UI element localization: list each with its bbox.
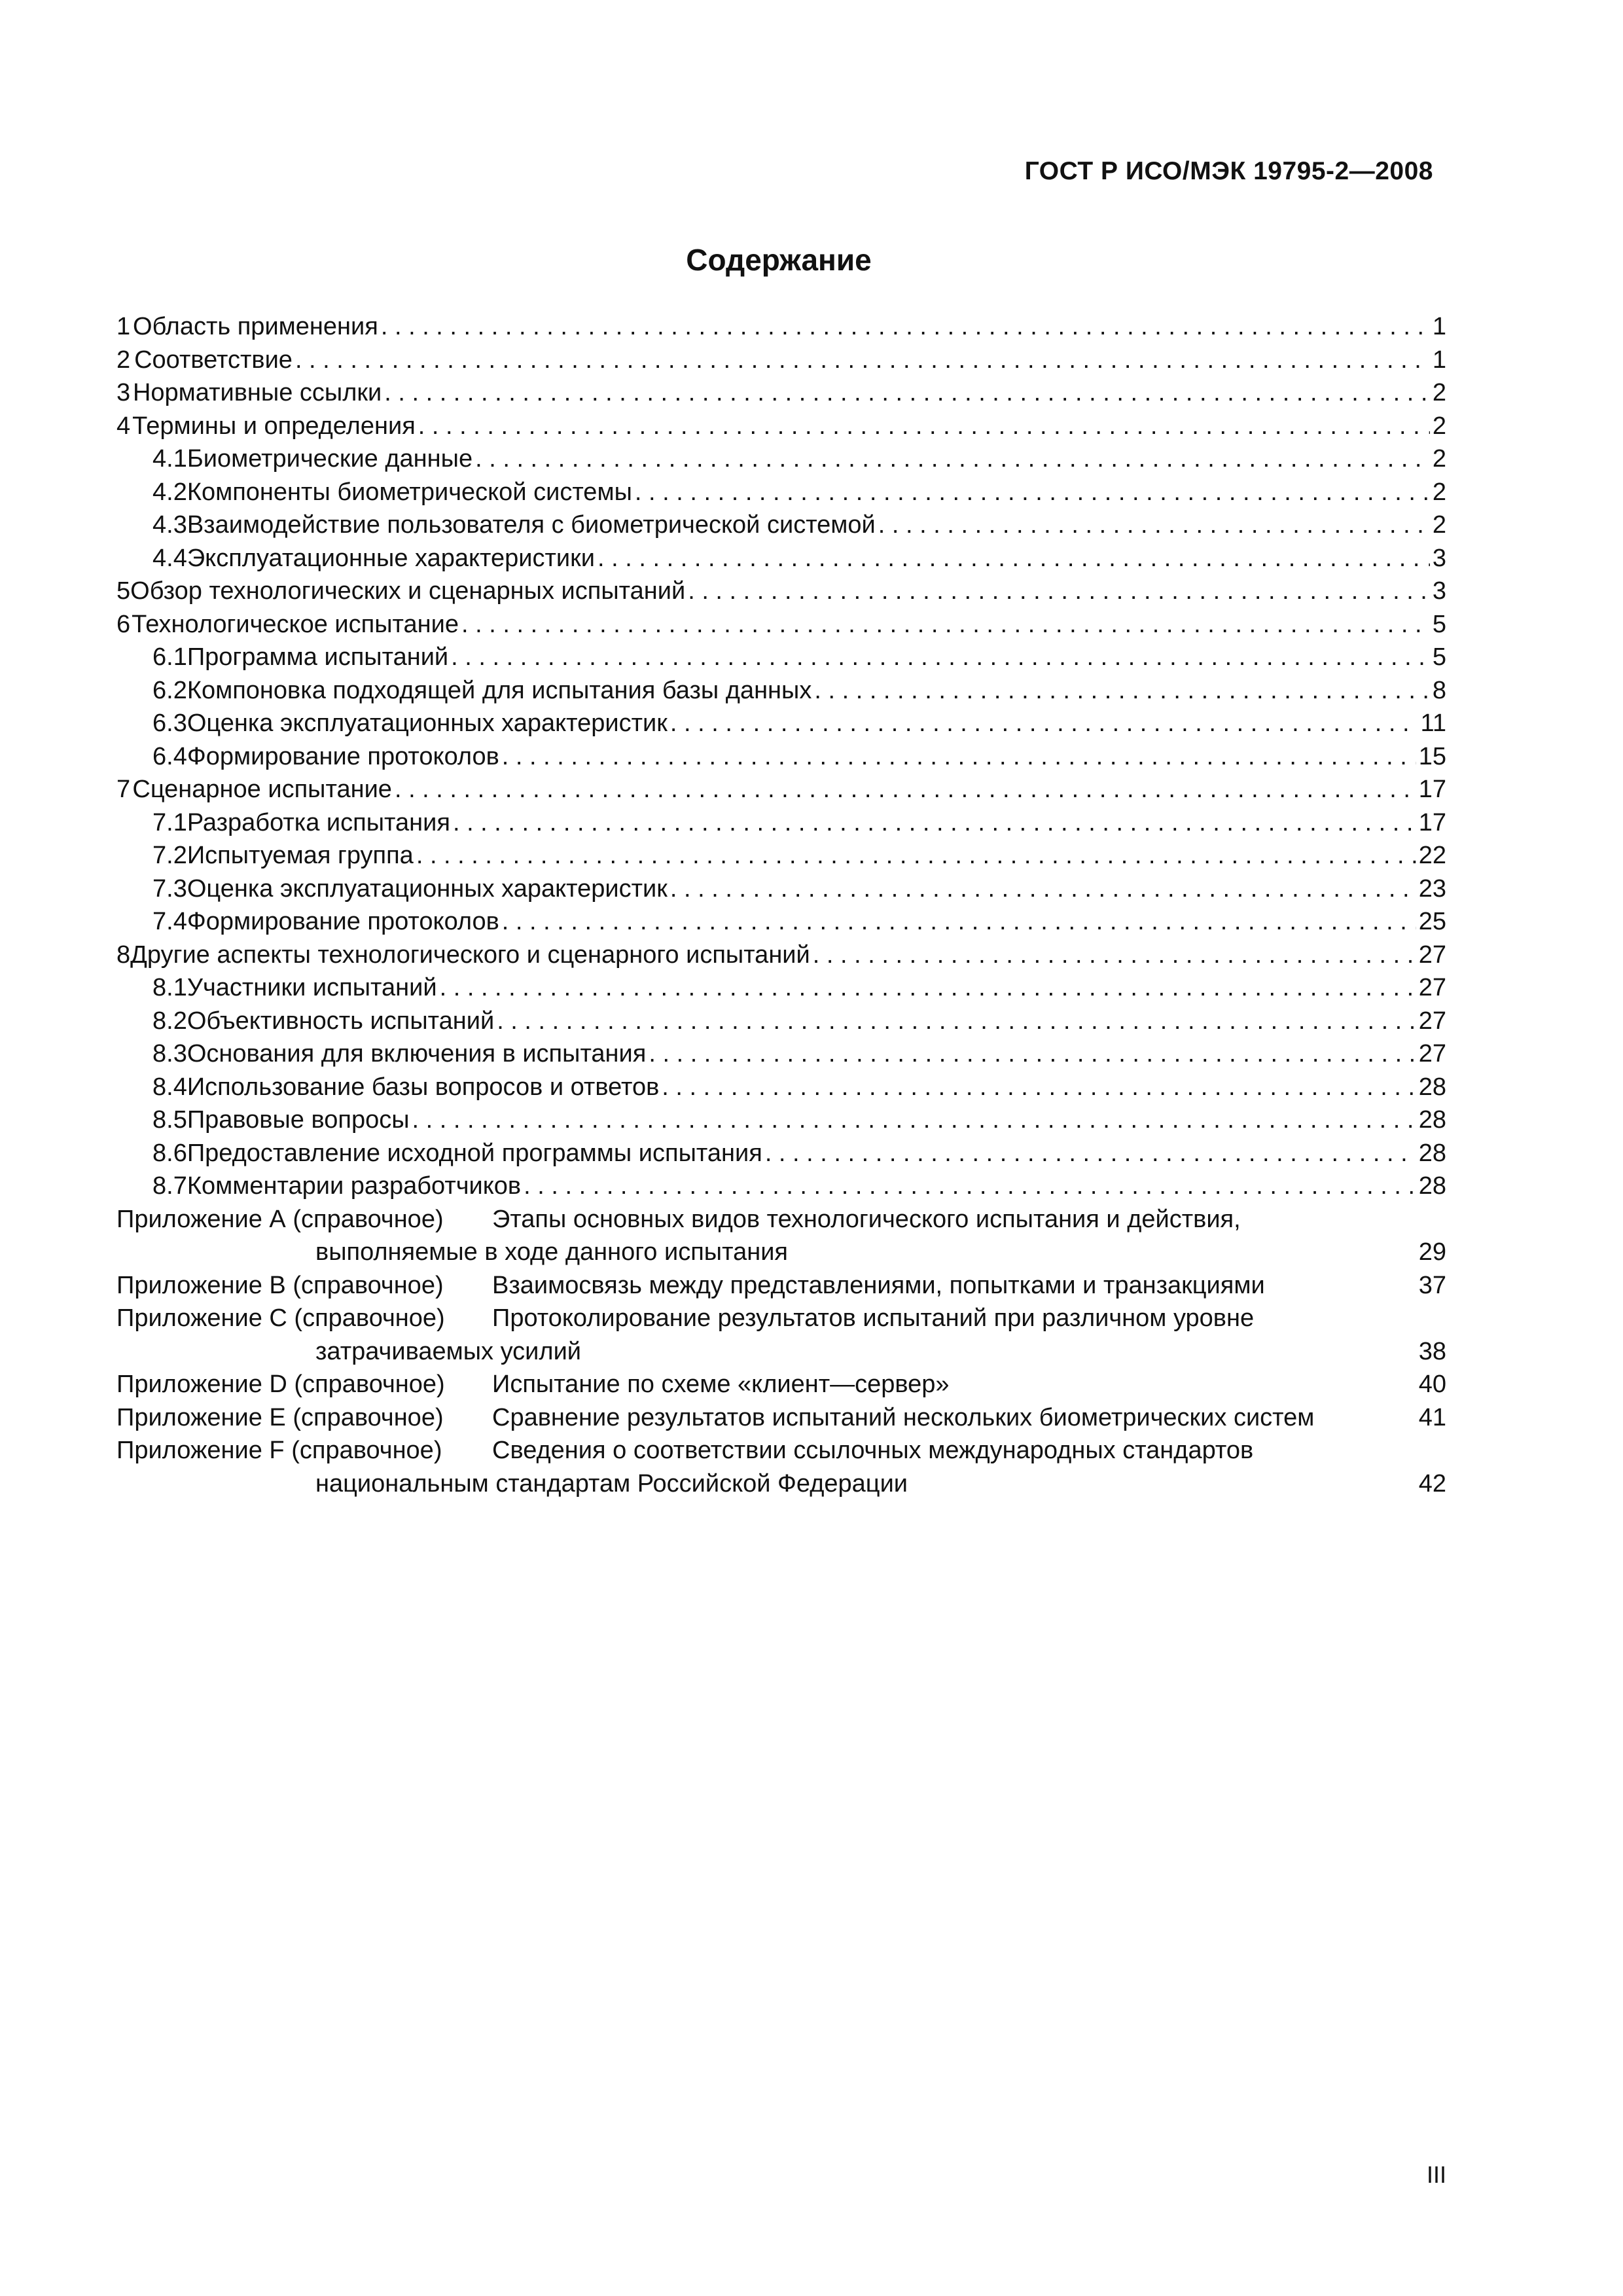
toc-entry bbox=[116, 310, 1446, 344]
toc-entry-page: 11 bbox=[1420, 709, 1446, 737]
toc-entry-title: Технологическое испытание bbox=[132, 610, 459, 638]
toc-entry-number: 4 bbox=[116, 412, 131, 440]
toc-entry-page: 1 bbox=[1432, 346, 1446, 374]
appendix-label: Приложение С (справочное) bbox=[116, 1304, 445, 1332]
toc-entry-page: 3 bbox=[1432, 544, 1446, 572]
toc-entry-title: Правовые вопросы bbox=[187, 1106, 410, 1134]
toc-entry-number: 1 bbox=[116, 313, 131, 340]
toc-entry bbox=[116, 872, 1446, 906]
toc-entry-number: 5 bbox=[116, 577, 131, 605]
dot-leader bbox=[878, 509, 1430, 542]
appendix-title: Сведения о соответствии ссылочных международных стандартов bbox=[492, 1437, 1254, 1464]
toc-entry-page: 23 bbox=[1418, 874, 1446, 903]
toc-entry bbox=[116, 1071, 1446, 1104]
toc-entry bbox=[116, 1037, 1446, 1071]
appendix-page: 40 bbox=[1418, 1371, 1446, 1398]
toc-entry bbox=[116, 1005, 1446, 1038]
toc-entry-number: 8.3 bbox=[152, 1040, 187, 1067]
toc-entry-number: 4.2 bbox=[152, 478, 187, 506]
document-id-header: ГОСТ Р ИСО/МЭК 19795-2—2008 bbox=[1024, 157, 1433, 185]
toc-entry-title: Комментарии разработчиков bbox=[187, 1172, 522, 1200]
toc-entry-page: 2 bbox=[1432, 445, 1446, 473]
page-number: III bbox=[1426, 2161, 1446, 2188]
appendix-label: Приложение D (справочное) bbox=[116, 1371, 445, 1398]
toc-entry-page: 28 bbox=[1418, 1073, 1446, 1101]
toc-entry bbox=[116, 939, 1446, 972]
appendix-page: 41 bbox=[1418, 1403, 1446, 1431]
toc-entry-number: 8.2 bbox=[152, 1007, 187, 1035]
toc-entry-number: 6.2 bbox=[152, 676, 187, 704]
toc-entry-number: 7.2 bbox=[152, 842, 187, 869]
appendix-title-cont: затрачиваемых усилий bbox=[315, 1337, 582, 1365]
toc-entry-page: 27 bbox=[1418, 974, 1446, 1001]
toc-entry bbox=[116, 476, 1446, 509]
toc-entry-page: 5 bbox=[1432, 610, 1446, 638]
toc-entry bbox=[116, 1137, 1446, 1170]
appendix-title: Сравнение результатов испытаний нескольких биометрических систем bbox=[492, 1403, 1315, 1431]
appendix-page: 29 bbox=[1418, 1238, 1446, 1266]
toc-entry bbox=[116, 376, 1446, 410]
dot-leader bbox=[461, 608, 1430, 641]
toc-entry bbox=[116, 905, 1446, 939]
toc-entry-title: Сценарное испытание bbox=[132, 776, 392, 803]
toc-entry bbox=[116, 839, 1446, 872]
toc-entry bbox=[116, 608, 1446, 641]
toc-entry-page: 2 bbox=[1432, 511, 1446, 539]
appendix-title-cont: национальным стандартам Российской Федерации bbox=[315, 1469, 908, 1498]
appendix-title: Взаимосвязь между представлениями, попытками и транзакциями bbox=[492, 1271, 1265, 1299]
toc-entry-title: Биометрические данные bbox=[187, 445, 473, 473]
toc-entry-title: Формирование протоколов bbox=[187, 908, 499, 935]
toc-entry-title: Оценка эксплуатационных характеристик bbox=[187, 874, 668, 903]
dot-leader bbox=[497, 1005, 1416, 1038]
toc-entry-number: 7.4 bbox=[152, 908, 187, 935]
toc-entry bbox=[116, 674, 1446, 708]
page-title: Содержание bbox=[686, 243, 872, 277]
toc-entry-title: Нормативные ссылки bbox=[132, 379, 382, 406]
dot-leader bbox=[1268, 1269, 1416, 1302]
dot-leader bbox=[412, 1103, 1416, 1137]
toc-entry bbox=[116, 442, 1446, 476]
appendix-entry bbox=[116, 1203, 1446, 1269]
dot-leader bbox=[502, 740, 1416, 774]
toc-entry-number: 8.6 bbox=[152, 1139, 187, 1167]
toc-entry bbox=[116, 344, 1446, 377]
appendix-label: Приложение В (справочное) bbox=[116, 1271, 444, 1299]
dot-leader bbox=[813, 939, 1416, 972]
toc-entry-title: Компоновка подходящей для испытания базы данных bbox=[187, 676, 812, 704]
toc-entry-title: Соответствие bbox=[134, 346, 293, 374]
toc-entry-page: 5 bbox=[1432, 643, 1446, 671]
dot-leader bbox=[670, 872, 1416, 906]
appendix-label: Приложение А (справочное) bbox=[116, 1205, 444, 1233]
toc-entry bbox=[116, 542, 1446, 575]
toc-entry-page: 1 bbox=[1432, 313, 1446, 340]
dot-leader bbox=[381, 310, 1430, 344]
toc-entry-title: Оценка эксплуатационных характеристик bbox=[187, 709, 668, 737]
toc-entry-page: 28 bbox=[1418, 1139, 1446, 1167]
toc-entry-title: Разработка испытания bbox=[187, 808, 450, 836]
toc-entry-page: 27 bbox=[1418, 1040, 1446, 1067]
toc-entry-number: 8 bbox=[116, 941, 131, 969]
appendix-title: Протоколирование результатов испытаний при различном уровне bbox=[492, 1304, 1255, 1332]
toc-entry-title: Программа испытаний bbox=[187, 643, 449, 671]
toc-entry-page: 27 bbox=[1418, 941, 1446, 969]
toc-entry bbox=[116, 806, 1446, 840]
toc-entry-title: Компоненты биометрической системы bbox=[187, 478, 632, 506]
appendix-title: Испытание по схеме «клиент—сервер» bbox=[492, 1371, 950, 1398]
toc-entry bbox=[116, 641, 1446, 674]
toc-entry-title: Обзор технологических и сценарных испытаний bbox=[130, 577, 686, 605]
toc-entry-title: Объективность испытаний bbox=[187, 1007, 495, 1035]
appendix-label: Приложение F (справочное) bbox=[116, 1437, 442, 1464]
toc-entry bbox=[116, 971, 1446, 1005]
dot-leader bbox=[635, 476, 1430, 509]
toc-entry bbox=[116, 740, 1446, 774]
toc-entry-number: 4.1 bbox=[152, 445, 187, 473]
dot-leader bbox=[952, 1368, 1416, 1401]
toc-entry-number: 6 bbox=[116, 610, 131, 638]
toc-entry-number: 6.4 bbox=[152, 742, 187, 770]
toc-appendices bbox=[116, 1203, 1446, 1501]
dot-leader bbox=[440, 971, 1416, 1005]
dot-leader bbox=[1317, 1401, 1416, 1435]
appendix-page: 38 bbox=[1418, 1337, 1446, 1365]
toc-entry-number: 4.4 bbox=[152, 544, 187, 572]
toc-entry-title: Взаимодействие пользователя с биометрической системой bbox=[187, 511, 876, 539]
toc-entry-number: 7.1 bbox=[152, 808, 187, 836]
appendix-entry bbox=[116, 1434, 1446, 1500]
dot-leader bbox=[649, 1037, 1416, 1071]
dot-leader bbox=[597, 542, 1430, 575]
toc-entry-page: 22 bbox=[1418, 842, 1446, 869]
toc-entry-title: Испытуемая группа bbox=[187, 842, 414, 869]
appendix-page: 42 bbox=[1418, 1469, 1446, 1498]
dot-leader bbox=[670, 707, 1418, 740]
appendix-entry bbox=[116, 1302, 1446, 1368]
toc-entry-page: 27 bbox=[1418, 1007, 1446, 1035]
toc-entry-page: 17 bbox=[1418, 776, 1446, 803]
dot-leader bbox=[416, 839, 1416, 872]
toc-entry-title: Использование базы вопросов и ответов bbox=[187, 1073, 660, 1101]
toc-entry-number: 4.3 bbox=[152, 511, 187, 539]
toc-entry-number: 7.3 bbox=[152, 874, 187, 903]
toc-entry-number: 8.4 bbox=[152, 1073, 187, 1101]
dot-leader bbox=[451, 641, 1430, 674]
toc-entry-number: 8.5 bbox=[152, 1106, 187, 1134]
dot-leader bbox=[475, 442, 1430, 476]
toc-entry bbox=[116, 1103, 1446, 1137]
appendix-page: 37 bbox=[1418, 1271, 1446, 1299]
toc-entry-title: Формирование протоколов bbox=[187, 742, 499, 770]
appendix-title-cont: выполняемые в ходе данного испытания bbox=[315, 1238, 788, 1266]
toc-entry-title: Участники испытаний bbox=[187, 974, 437, 1001]
toc-entry-page: 28 bbox=[1418, 1172, 1446, 1200]
toc-entry-title: Другие аспекты технологического и сценарного испытаний bbox=[130, 941, 810, 969]
toc-entry bbox=[116, 773, 1446, 806]
dot-leader bbox=[384, 376, 1430, 410]
toc-entry-page: 3 bbox=[1432, 577, 1446, 605]
appendix-label: Приложение Е (справочное) bbox=[116, 1403, 444, 1431]
toc-sections bbox=[116, 310, 1446, 1203]
appendix-entry bbox=[116, 1401, 1446, 1435]
appendix-entry bbox=[116, 1368, 1446, 1401]
table-of-contents bbox=[116, 310, 1446, 1500]
toc-entry-page: 17 bbox=[1418, 808, 1446, 836]
toc-entry-page: 2 bbox=[1432, 478, 1446, 506]
toc-entry-number: 6.3 bbox=[152, 709, 187, 737]
toc-entry-title: Область применения bbox=[133, 313, 378, 340]
dot-leader bbox=[662, 1071, 1416, 1104]
toc-entry-page: 8 bbox=[1432, 676, 1446, 704]
toc-entry-page: 28 bbox=[1418, 1106, 1446, 1134]
toc-entry bbox=[116, 707, 1446, 740]
dot-leader bbox=[418, 410, 1430, 443]
dot-leader bbox=[688, 575, 1430, 608]
dot-leader bbox=[453, 806, 1416, 840]
toc-entry-page: 15 bbox=[1418, 742, 1446, 770]
toc-entry-page: 25 bbox=[1418, 908, 1446, 935]
toc-entry bbox=[116, 509, 1446, 542]
toc-entry bbox=[116, 410, 1446, 443]
dot-leader bbox=[765, 1137, 1416, 1170]
toc-entry-page: 2 bbox=[1432, 379, 1446, 406]
appendix-title: Этапы основных видов технологического испытания и действия, bbox=[492, 1205, 1241, 1233]
toc-entry-number: 7 bbox=[116, 776, 131, 803]
dot-leader bbox=[395, 773, 1416, 806]
appendix-entry bbox=[116, 1269, 1446, 1302]
toc-entry-number: 6.1 bbox=[152, 643, 187, 671]
toc-entry-number: 8.7 bbox=[152, 1172, 187, 1200]
toc-entry-number: 2 bbox=[116, 346, 131, 374]
dot-leader bbox=[524, 1170, 1416, 1203]
toc-entry-title: Эксплуатационные характеристики bbox=[187, 544, 596, 572]
toc-entry bbox=[116, 575, 1446, 608]
toc-entry-number: 3 bbox=[116, 379, 131, 406]
toc-entry-page: 2 bbox=[1432, 412, 1446, 440]
toc-entry-number: 8.1 bbox=[152, 974, 187, 1001]
toc-entry bbox=[116, 1170, 1446, 1203]
toc-entry-title: Термины и определения bbox=[132, 412, 416, 440]
toc-entry-title: Основания для включения в испытания bbox=[187, 1040, 647, 1067]
dot-leader bbox=[814, 674, 1430, 708]
toc-entry-title: Предоставление исходной программы испытания bbox=[187, 1139, 762, 1167]
dot-leader bbox=[295, 344, 1430, 377]
dot-leader bbox=[502, 905, 1416, 939]
